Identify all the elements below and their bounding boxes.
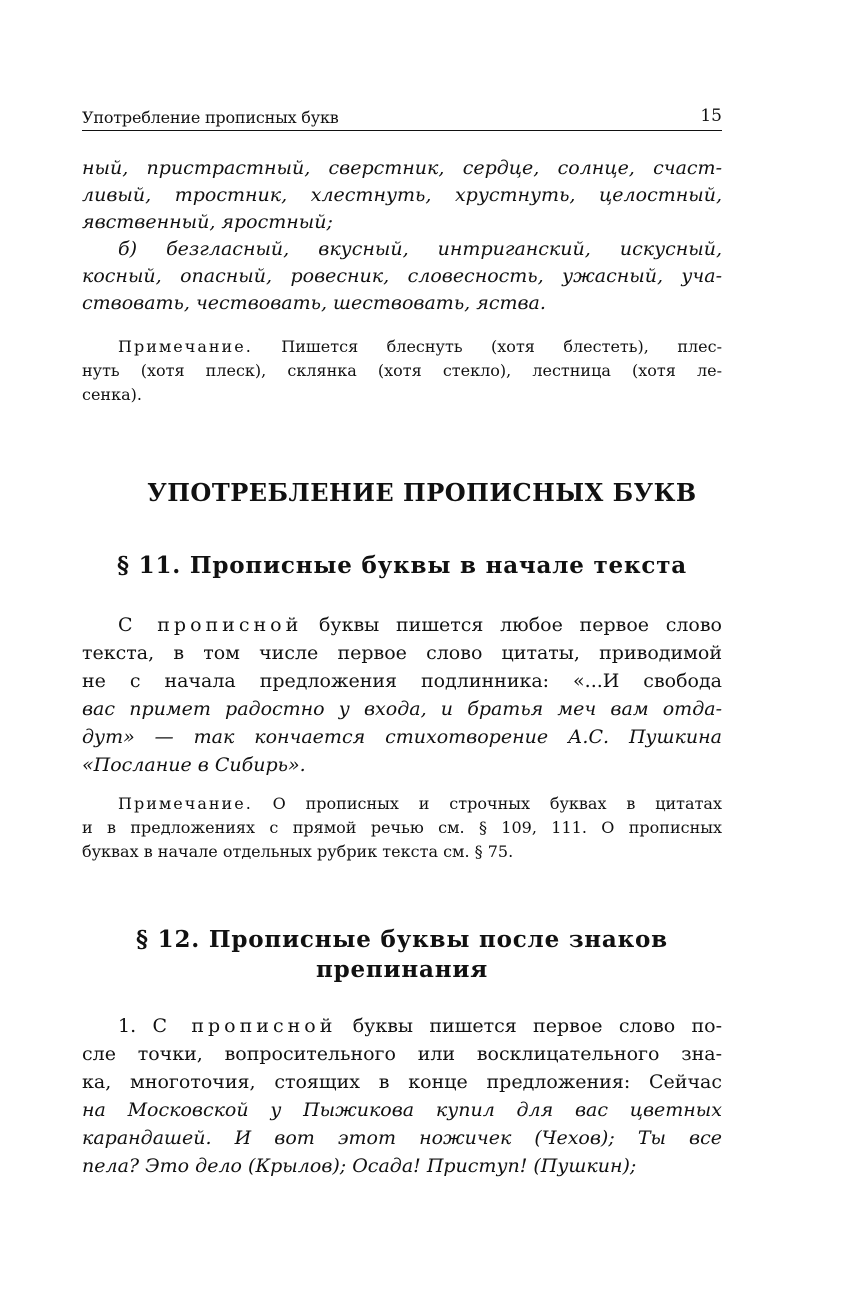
lead-text: С прописной (118, 614, 303, 636)
note-text: О прописных и строчных буквах в цитатах (272, 794, 722, 813)
section-11-body (82, 611, 722, 779)
running-head-title: Употребление прописных букв (82, 108, 339, 127)
section-11-note (82, 792, 722, 864)
body-line: пела? Это дело (Крылов); Осада! Приступ! (Пушкин); (82, 1155, 637, 1177)
body-line: «Послание в Сибирь». (82, 754, 306, 776)
list-line: явственный, яростный; (82, 211, 333, 233)
running-head (82, 104, 722, 131)
page-number: 15 (700, 106, 722, 126)
lead-text: С прописной (152, 1015, 337, 1037)
section-11-heading: § 11. Прописные буквы в начале текста (117, 552, 687, 579)
note-spelling (82, 335, 722, 407)
item-number: 1. (118, 1015, 137, 1037)
section-12-body (82, 1012, 722, 1180)
body-line: текста, в том числе первое слово цитаты, приводимой (82, 642, 722, 664)
body-line: ка, многоточия, стоящих в конце предложения: Сейчас (82, 1071, 722, 1093)
body-line (82, 1012, 722, 1040)
note-line: сенка). (82, 385, 142, 404)
note-label: Примечание. (118, 337, 253, 356)
note-line: и в предложениях с прямой речью см. § 109, 111. О прописных (82, 818, 722, 837)
body-line: вас примет радостно у входа, и братья меч вам отда- (82, 698, 722, 720)
list-line: ствовать, чествовать, шествовать, яства. (82, 292, 546, 314)
note-text: Пишется блеснуть (хотя блестеть), плес- (281, 337, 722, 356)
list-line: косный, опасный, ровесник, словесность, ужасный, уча- (82, 265, 722, 287)
note-line: нуть (хотя плеск), склянка (хотя стекло), лестница (хотя ле- (82, 361, 722, 380)
body-line: сле точки, вопросительного или восклицательного зна- (82, 1043, 722, 1065)
note-line (82, 792, 722, 816)
body-line: карандашей. И вот этот ножичек (Чехов); Ты все (82, 1127, 722, 1149)
section-12-heading (82, 925, 722, 985)
list-line: ливый, тростник, хлестнуть, хрустнуть, целостный, (82, 184, 722, 206)
note-line (82, 335, 722, 359)
body-text: буквы пишется любое первое слово (318, 614, 722, 636)
chapter-heading: УПОТРЕБЛЕНИЕ ПРОПИСНЫХ БУКВ (147, 478, 697, 507)
list-line: б) безгласный, вкусный, интриганский, искусный, (118, 238, 722, 260)
body-line: не с начала предложения подлинника: «...И свобода (82, 670, 722, 692)
body-line: дут» — так кончается стихотворение А.С. Пушкина (82, 726, 722, 748)
section-12-heading-line1: § 12. Прописные буквы после знаков (136, 926, 668, 953)
body-line: на Московской у Пыжикова купил для вас цветных (82, 1099, 722, 1121)
section-12-heading-line2: препинания (315, 956, 489, 983)
body-text: буквы пишется первое слово по- (352, 1015, 722, 1037)
list-line: ный, пристрастный, сверстник, сердце, солнце, счаст- (82, 157, 722, 179)
word-list-b (82, 236, 722, 317)
word-list-a (82, 155, 722, 236)
body-line (82, 611, 722, 639)
note-line: буквах в начале отдельных рубрик текста см. § 75. (82, 842, 514, 861)
note-label: Примечание. (118, 794, 253, 813)
